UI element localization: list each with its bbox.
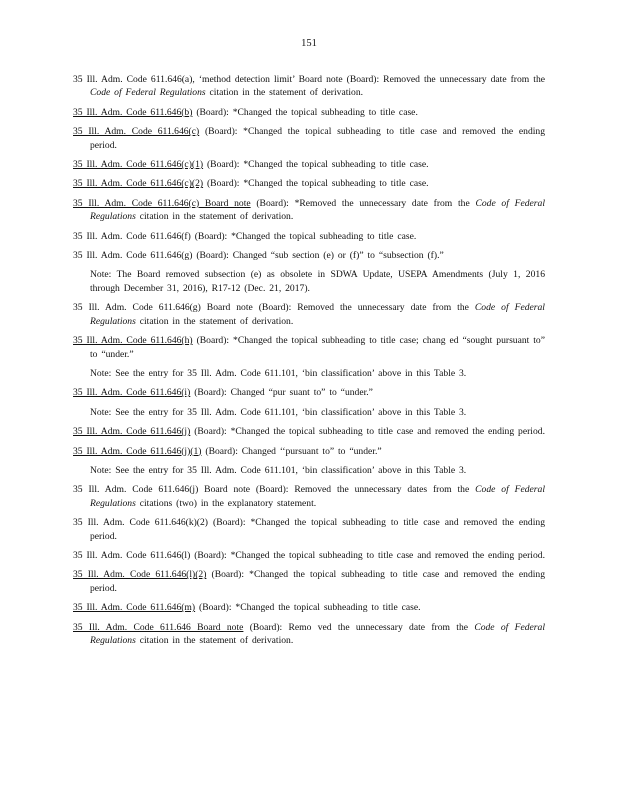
entry-text: (Board): Removed the unnecessary date from the — [252, 302, 475, 314]
italic-title: Code of Federal Regulations — [90, 484, 545, 509]
entry-citation: 35 Ill. Adm. Code 611.646(b) — [73, 106, 193, 118]
change-entry — [73, 386, 545, 399]
change-entry — [73, 230, 545, 243]
entry-text: (Board): *Changed the topical subheading to title case. — [192, 106, 418, 118]
entry-text: (Board): Changed ‘‘pursuant to” to “under.” — [201, 445, 382, 457]
entry-text: Note: See the entry for 35 Ill. Adm. Code 611.101, ‘bin classification’ above in this Table 3. — [90, 406, 467, 418]
entry-citation: 35 Ill. Adm. Code 611.646(k)(2) — [73, 517, 208, 529]
entry-text: (Board): *Changed the topical subheading to title case. — [190, 230, 417, 242]
entry-text: Note: See the entry for 35 Ill. Adm. Code 611.101, ‘bin classification’ above in this Table 3. — [90, 367, 467, 379]
italic-title: Code of Federal Regulations — [90, 621, 545, 646]
entry-citation: 35 Ill. Adm. Code 611.646(m) — [73, 602, 196, 614]
entries-list — [73, 73, 545, 653]
entry-text: citation in the statement of derivation. — [205, 87, 364, 99]
entry-text: (Board): Changed “sub section (e) or (f)” to “subsection (f).” — [192, 250, 444, 262]
note-paragraph — [73, 464, 545, 477]
entry-citation: 35 Ill. Adm. Code 611.646(a), — [73, 74, 195, 85]
change-entry — [73, 601, 545, 614]
entry-citation: 35 Ill. Adm. Code 611.646(c)(2) — [73, 178, 204, 190]
entry-citation: 35 Ill. Adm. Code 611.646(j) Board note — [73, 484, 251, 496]
entry-citation: 35 Ill. Adm. Code 611.646(l)(2) — [73, 569, 207, 581]
entry-text: (Board): *Changed the topical subheading to title case; chang ed “sought pursuant to” to “under.” — [90, 335, 545, 360]
entry-text: citation in the statement of derivation. — [135, 635, 294, 646]
entry-text: (Board): *Changed the topical subheading to title case and removed the ending period. — [90, 126, 546, 151]
change-entry — [73, 249, 545, 262]
entry-text: citation in the statement of derivation. — [135, 211, 294, 223]
entry-citation: 35 Ill. Adm. Code 611.646(g) — [73, 250, 193, 262]
page-number: 151 — [301, 38, 317, 49]
entry-text: citations (two) in the explanatory statement. — [135, 497, 317, 509]
note-paragraph — [73, 268, 545, 295]
entry-text: (Board): Remo ved the unnecessary date from the — [243, 621, 475, 633]
entry-citation: 35 Ill. Adm. Code 611.646(c)(1) — [73, 159, 204, 171]
entry-text: (Board): *Changed the topical subheading to title case and removed the ending period. — [90, 569, 546, 594]
entry-text: (Board): *Changed the topical subheading to title case. — [195, 602, 421, 614]
entry-citation: 35 Ill. Adm. Code 611.646(h) — [73, 335, 193, 347]
change-entry — [73, 73, 545, 100]
entry-text: (Board): Changed “pur suant to” to “under.” — [190, 387, 373, 399]
entry-text: citation in the statement of derivation. — [135, 315, 294, 327]
entry-citation: 35 Ill. Adm. Code 611.646(f) — [73, 230, 191, 242]
italic-title: Code of Federal Regulations — [90, 197, 545, 223]
entry-citation: 35 Ill. Adm. Code 611.646(c) — [73, 126, 200, 138]
entry-citation: 35 Ill. Adm. Code 611.646(i) — [73, 387, 191, 399]
entry-citation: 35 Ill. Adm. Code 611.646(j)(1) — [73, 445, 202, 457]
change-entry — [73, 197, 545, 224]
change-entry — [73, 445, 545, 458]
change-entry — [73, 516, 545, 543]
change-entry — [73, 106, 545, 119]
change-entry — [73, 621, 545, 648]
entry-citation: 35 Ill. Adm. Code 611.646(j) — [73, 426, 191, 438]
entry-text: Note: See the entry for 35 Ill. Adm. Code 611.101, ‘bin classification’ above in this Table 3. — [90, 464, 467, 476]
entry-text: ‘method detection limit’ Board note (Board): Removed the unnecessary date from the — [194, 74, 545, 85]
entry-citation: 35 Ill. Adm. Code 611.646(c) Board note — [73, 197, 251, 209]
entry-text: (Board): *Changed the topical subheading to title case and removed the ending period. — [190, 549, 545, 561]
entry-citation: 35 Ill. Adm. Code 611.646(g) Board note — [73, 302, 253, 314]
change-entry — [73, 125, 545, 152]
change-entry — [73, 301, 545, 328]
change-entry — [73, 334, 545, 361]
change-entry — [73, 568, 545, 595]
note-paragraph — [73, 406, 545, 419]
note-paragraph — [73, 367, 545, 380]
change-entry — [73, 483, 545, 510]
entry-citation: 35 Ill. Adm. Code 611.646 Board note — [73, 621, 244, 633]
entry-text: (Board): *Changed the topical subheading to title case. — [203, 159, 429, 171]
change-entry — [73, 158, 545, 171]
change-entry — [73, 549, 545, 562]
entry-text: (Board): *Removed the unnecessary date from the — [250, 197, 476, 209]
entry-text: (Board): *Changed the topical subheading to title case and removed the ending period. — [190, 426, 545, 438]
change-entry — [73, 425, 545, 438]
entry-citation: 35 Ill. Adm. Code 611.646(l) — [73, 549, 191, 561]
entry-text: (Board): Removed the unnecessary dates from the — [250, 484, 476, 496]
italic-title: Code of Federal Regulations — [90, 302, 545, 327]
entry-text: (Board): *Changed the topical subheading to title case. — [203, 178, 429, 190]
entry-text: (Board): *Changed the topical subheading to title case and removed the ending period. — [90, 517, 545, 542]
italic-title: Code of Federal Regulations — [90, 87, 206, 99]
change-entry — [73, 177, 545, 190]
entry-text: Note: The Board removed subsection (e) as obsolete in SDWA Update, USEPA Amendments (July 1, 2016 through December 31, 2016), R17-12 (Dec. 21, 2017). — [90, 269, 545, 294]
